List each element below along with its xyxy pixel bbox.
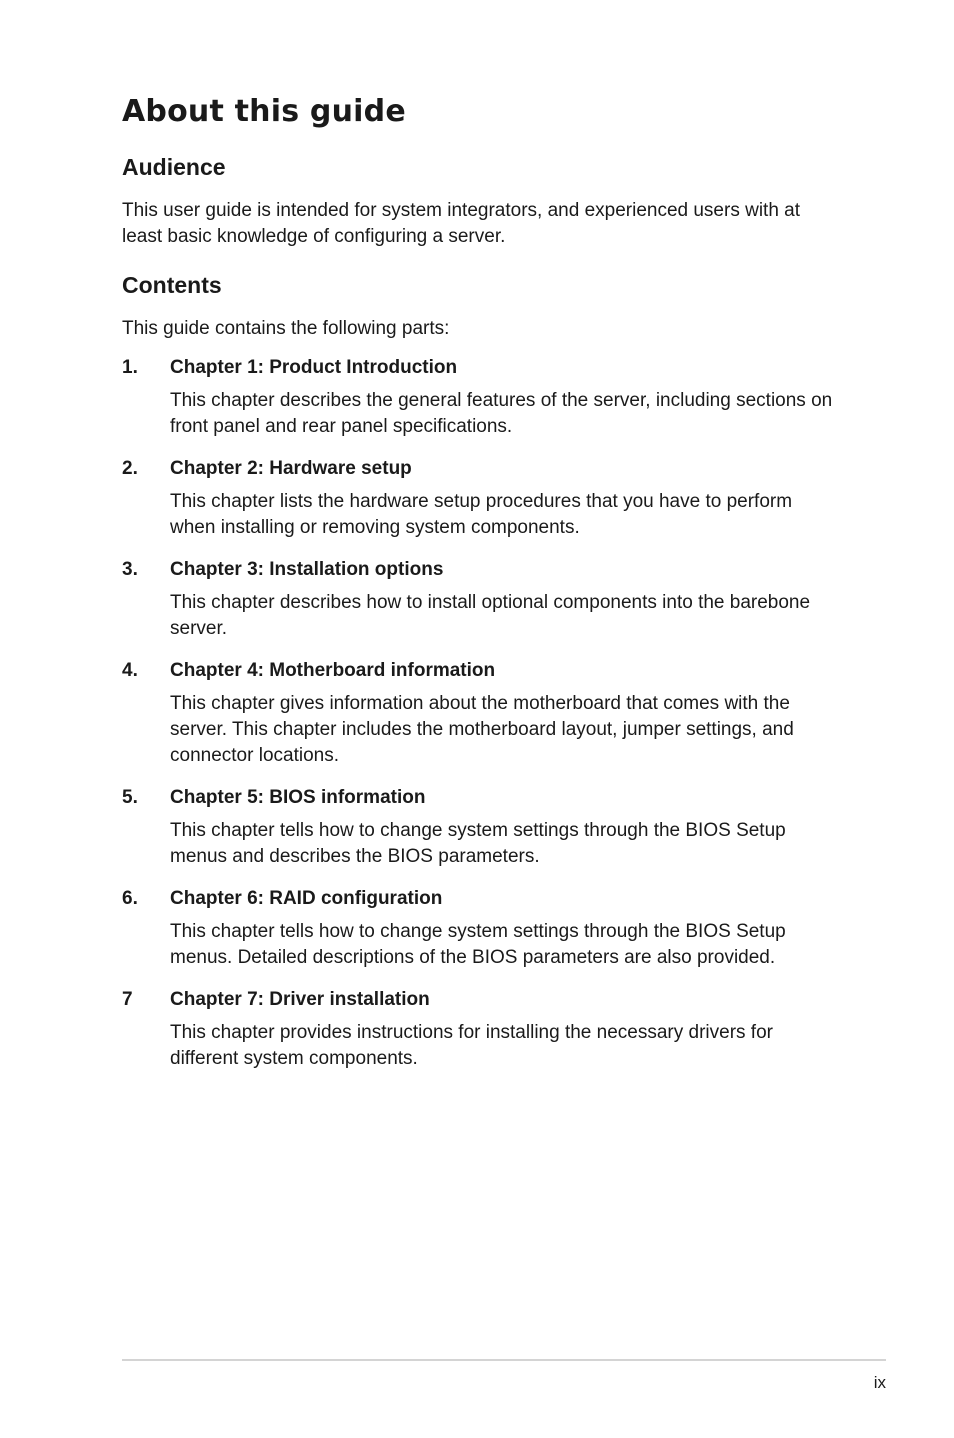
contents-intro: This guide contains the following parts: xyxy=(122,318,450,339)
chapter-item xyxy=(122,355,842,440)
chapter-description: This chapter lists the hardware setup procedures that you have to perform when installing or removing system components. xyxy=(170,491,793,538)
chapter-description: This chapter tells how to change system settings through the BIOS Setup menus. Detailed descriptions of the BIOS parameters are also provided. xyxy=(170,921,786,968)
chapter-number: 2. xyxy=(122,458,138,479)
chapter-title: Chapter 7: Driver installation xyxy=(170,989,430,1010)
chapter-title: Chapter 4: Motherboard information xyxy=(170,660,496,681)
chapter-description: This chapter tells how to change system settings through the BIOS Setup menus and describes the BIOS parameters. xyxy=(170,820,786,867)
page-number: ix xyxy=(873,1373,886,1392)
audience-text: This user guide is intended for system integrators, and experienced users with at least basic knowledge of configuring a server. xyxy=(122,200,801,247)
chapter-item xyxy=(122,886,842,971)
chapter-title: Chapter 6: RAID configuration xyxy=(170,888,443,909)
chapter-number: 5. xyxy=(122,787,138,808)
chapter-title: Chapter 2: Hardware setup xyxy=(170,458,412,479)
chapter-number: 7 xyxy=(122,989,133,1010)
chapter-number: 1. xyxy=(122,357,138,378)
chapter-title: Chapter 1: Product Introduction xyxy=(170,357,458,378)
chapter-description: This chapter describes the general features of the server, including sections on front panel and rear panel specifications. xyxy=(170,390,833,437)
audience-heading: Audience xyxy=(122,154,226,180)
chapter-item xyxy=(122,456,842,541)
chapter-item xyxy=(122,557,842,642)
chapter-description: This chapter describes how to install optional components into the barebone server. xyxy=(170,592,811,639)
chapter-item xyxy=(122,785,842,870)
footer-divider xyxy=(122,1359,886,1361)
contents-heading: Contents xyxy=(122,272,222,298)
chapter-description: This chapter gives information about the motherboard that comes with the server. This chapter includes the motherboard layout, jumper settings, and connector locations. xyxy=(170,693,794,766)
page-title: About this guide xyxy=(122,94,406,129)
chapter-item xyxy=(122,987,842,1072)
chapter-title: Chapter 5: BIOS information xyxy=(170,787,426,808)
chapter-number: 4. xyxy=(122,660,138,681)
chapter-item xyxy=(122,658,842,769)
chapter-description: This chapter provides instructions for installing the necessary drivers for different system components. xyxy=(170,1022,773,1069)
chapter-number: 6. xyxy=(122,888,138,909)
chapter-number: 3. xyxy=(122,559,138,580)
chapter-list xyxy=(122,355,842,1088)
chapter-title: Chapter 3: Installation options xyxy=(170,559,444,580)
